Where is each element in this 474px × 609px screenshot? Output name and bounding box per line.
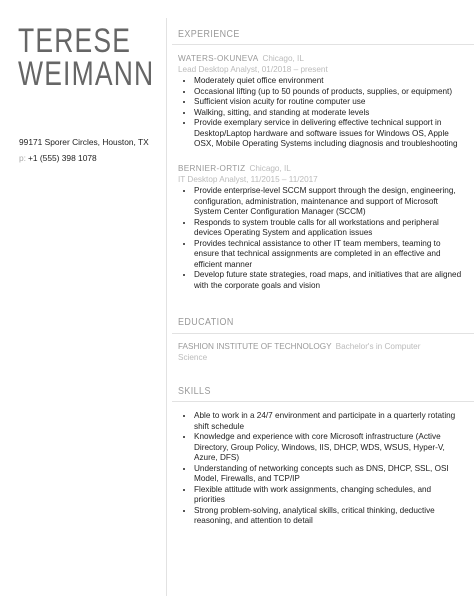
job-header [178, 54, 464, 65]
address: 99171 Sporer Circles, Houston, TX [19, 137, 149, 147]
job-title-dates: IT Desktop Analyst, 11/2015 – 11/2017 [178, 174, 318, 184]
section-title-skills: SKILLS [178, 385, 211, 397]
last-name: WEIMANN [18, 55, 155, 93]
section-title-experience: EXPERIENCE [178, 28, 240, 40]
list-item: • Moderately quiet office environment [194, 76, 464, 87]
phone-label: p: [19, 153, 26, 163]
list-item: • Understanding of networking concepts such as DNS, DHCP, SSL, OSI Model, Firewalls, and TCP/IP [194, 464, 464, 485]
education-school: FASHION INSTITUTE OF TECHNOLOGY [178, 342, 332, 351]
job-company: BERNIER-ORTIZ [178, 164, 246, 173]
list-item: • Provide enterprise-level SCCM support through the design, engineering, configuration, administration, maintenance and support of Microsoft System Center Configuration Manager (SCCM) [194, 186, 464, 218]
first-name: TERESE [18, 22, 132, 60]
job-bullets [178, 76, 464, 150]
job-location: Chicago, IL [262, 54, 304, 63]
list-item: • Develop future state strategies, road maps, and initiatives that are aligned with the corporate goals and vision [194, 270, 464, 291]
list-item: • Provides technical assistance to other IT team members, teaming to ensure that technical assignments are completed in an effective and efficient manner [194, 239, 464, 271]
skills-list-wrapper [178, 410, 464, 527]
job-entry [178, 164, 464, 291]
section-divider-skills [172, 401, 474, 402]
phone-line [19, 153, 97, 163]
job-bullets [178, 186, 464, 291]
education-entry [178, 341, 448, 363]
section-divider-experience [172, 44, 474, 45]
list-item: • Sufficient vision acuity for routine computer use [194, 97, 464, 108]
job-header [178, 164, 464, 175]
phone-number: +1 (555) 398 1078 [28, 153, 97, 163]
column-divider [166, 18, 167, 596]
list-item: • Flexible attitude with work assignments, changing schedules, and priorities [194, 485, 464, 506]
job-entry [178, 54, 464, 150]
job-location: Chicago, IL [249, 164, 291, 173]
list-item: • Able to work in a 24/7 environment and participate in a quarterly rotating shift schedule [194, 411, 464, 432]
list-item: • Provide exemplary service in delivering effective technical support in Desktop/Laptop hardware and software issues for Windows OS, Apple OSX, Mobile Operating Systems including diagnosis and troubleshooting [194, 118, 464, 150]
list-item: • Knowledge and experience with core Microsoft infrastructure (Active Directory, Group Policy, Windows, IIS, DHCP, WDS, WSUS, Hyper-V, Azure, DFS) [194, 432, 464, 464]
list-item: • Strong problem-solving, analytical skills, critical thinking, deductive reasoning, and attention to detail [194, 506, 464, 527]
list-item: • Occasional lifting (up to 50 pounds of products, supplies, or equipment) [194, 87, 464, 98]
list-item: • Walking, sitting, and standing at moderate levels [194, 108, 464, 119]
skills-list [178, 411, 464, 527]
education-degree: Bachelor's in Computer Science [178, 342, 421, 362]
section-divider-education [172, 333, 474, 334]
list-item: • Responds to system trouble calls for all workstations and peripheral devices Operating System and application issues [194, 218, 464, 239]
job-title-dates: Lead Desktop Analyst, 01/2018 – present [178, 64, 328, 74]
section-title-education: EDUCATION [178, 316, 234, 328]
job-company: WATERS-OKUNEVA [178, 54, 259, 63]
